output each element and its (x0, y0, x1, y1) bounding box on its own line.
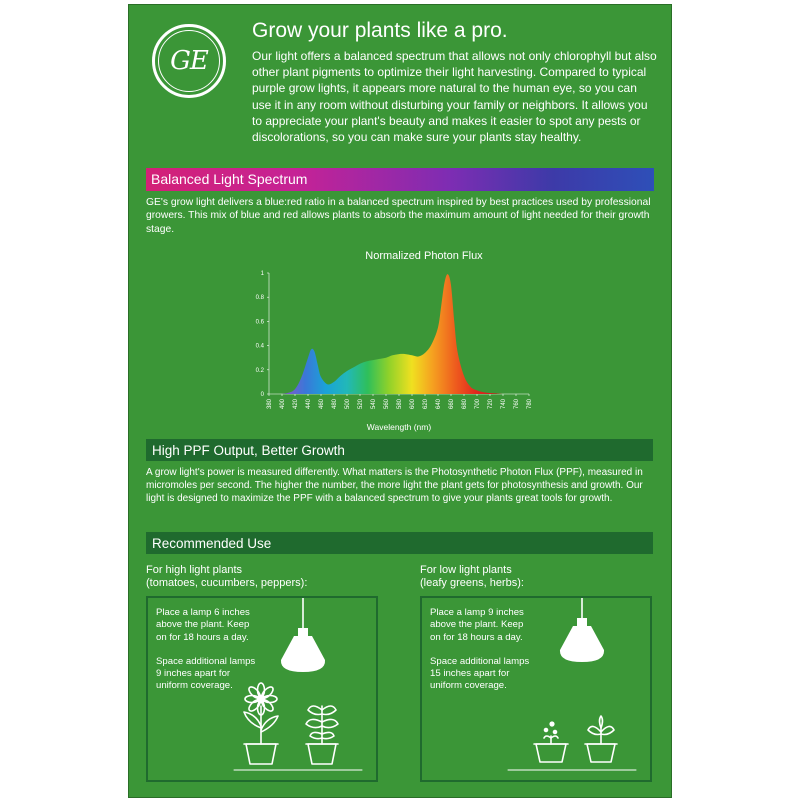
x-tick-label: 740 (501, 399, 507, 410)
flowering-plant-icon (244, 683, 278, 764)
x-tick-label: 500 (345, 399, 351, 410)
y-tick-label: 0.4 (255, 343, 264, 350)
y-tick-label: 0.6 (255, 319, 264, 326)
low-light-box (420, 596, 652, 782)
use-section-header (146, 532, 653, 554)
x-tick-label: 700 (475, 399, 481, 410)
intro-paragraph: Our light offers a balanced spectrum that allows not only chlorophyll but also other plant pigments to optimize their light harvesting. Compared to typical purple grow lights, it appears more natural to the human eye, so you can use it in any room without disturbing your family or neighbors. It allows you to appreciate your plant's beauty and makes it easier to spot any pests or discolorations, so you can make sure your plants stay healthy. (252, 49, 657, 145)
x-tick-label: 580 (397, 399, 403, 410)
spectrum-section-title: Balanced Light Spectrum (151, 171, 308, 187)
x-tick-label: 480 (332, 399, 338, 410)
x-tick-label: 660 (449, 399, 455, 410)
y-tick-label: 0 (260, 392, 264, 398)
ppf-paragraph: A grow light's power is measured differently. What matters is the Photosynthetic Photon Flux (PPF), measured in micromoles per second. The higher the number, the more light the plant gets for photosynthesis and growth. Our light is designed to maximize the PPF with a balanced spectrum to give your plants great tools for growth. (146, 467, 643, 505)
headline: Grow your plants like a pro. (252, 19, 508, 42)
y-tick-label: 0.2 (255, 367, 264, 374)
x-tick-label: 780 (527, 399, 533, 410)
x-tick-label: 400 (280, 399, 286, 410)
x-tick-label: 540 (371, 399, 377, 410)
x-tick-label: 680 (462, 399, 468, 410)
x-tick-label: 560 (384, 399, 390, 410)
ge-logo-monogram: GE (158, 30, 220, 92)
high-light-title: For high light plants (146, 564, 242, 576)
ppf-section-title: High PPF Output, Better Growth (152, 443, 345, 458)
high-light-box (146, 596, 378, 782)
x-tick-label: 460 (319, 399, 325, 410)
low-light-examples: (leafy greens, herbs): (420, 577, 524, 589)
high-light-examples: (tomatoes, cucumbers, peppers): (146, 577, 308, 589)
x-tick-labels (267, 394, 533, 409)
x-tick-label: 420 (293, 399, 299, 410)
x-tick-label: 760 (514, 399, 520, 410)
bulb-icon (281, 628, 325, 672)
high-light-spacing: Space additional lamps 9 inches apart for uniform coverage. (156, 655, 256, 692)
y-tick-label: 0.8 (255, 295, 264, 302)
y-tick-label: 1 (260, 271, 264, 277)
ppf-section-header (146, 439, 653, 461)
photon-flux-area (282, 274, 503, 394)
x-axis-label: Wavelength (nm) (366, 422, 432, 432)
high-light-placement: Place a lamp 6 inches above the plant. Keep on for 18 hours a day. (156, 607, 250, 643)
x-tick-label: 380 (267, 399, 273, 410)
low-light-heading (420, 564, 524, 590)
spectrum-paragraph: GE's grow light delivers a blue:red ratio in a balanced spectrum inspired by best practices used by professional growers. This mix of blue and red allows plants to absorb the maximum amount of light needed for their growth stage. (146, 197, 651, 235)
high-light-illustration (148, 598, 376, 780)
ge-logo (152, 24, 226, 98)
low-light-illustration (422, 598, 650, 780)
x-tick-label: 720 (488, 399, 494, 410)
high-light-heading (146, 564, 307, 590)
package-panel (128, 4, 672, 798)
low-light-placement: Place a lamp 9 inches above the plant. Keep on for 18 hours a day. (430, 607, 524, 643)
photon-flux-chart (249, 243, 549, 438)
bulb-icon (560, 618, 604, 662)
x-tick-label: 600 (410, 399, 416, 410)
x-tick-label: 620 (423, 399, 429, 410)
low-light-title: For low light plants (420, 564, 512, 576)
x-tick-label: 520 (358, 399, 364, 410)
x-tick-label: 640 (436, 399, 442, 410)
pepper-plant-icon (306, 706, 338, 764)
x-tick-label: 440 (306, 399, 312, 410)
spectrum-section-header (146, 168, 654, 191)
use-section-title: Recommended Use (152, 536, 272, 551)
chart-title: Normalized Photon Flux (365, 250, 483, 262)
y-tick-labels (256, 271, 269, 398)
herb-plant-icon (585, 716, 617, 762)
low-light-spacing: Space additional lamps 15 inches apart for uniform coverage. (430, 655, 530, 692)
seedling-icon (534, 722, 568, 762)
